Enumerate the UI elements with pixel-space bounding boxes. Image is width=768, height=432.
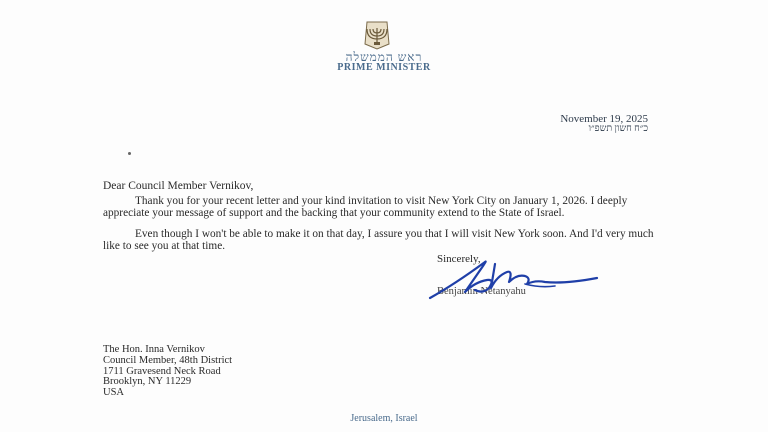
address-line: 1711 Gravesend Neck Road [103, 365, 221, 377]
salutation: Dear Council Member Vernikov, [103, 180, 254, 192]
letter-paragraph: Thank you for your recent letter and your kind invitation to visit New York City on January 1, 2026. I deeply appreciate your message of support and the backing that your community extend to the State of Israel. [103, 195, 628, 219]
footer-location: Jerusalem, Israel [350, 413, 418, 424]
fold-mark [128, 152, 131, 155]
recipient-address [103, 345, 232, 399]
address-line: Council Member, 48th District [103, 354, 233, 366]
address-line: The Hon. Inna Vernikov [103, 344, 205, 355]
address-line: Brooklyn, NY 11229 [103, 376, 192, 388]
signer-name: Benjamin Netanyahu [437, 286, 526, 297]
letterhead-title: PRIME MINISTER [337, 62, 431, 73]
closing: Sincerely, [437, 253, 481, 265]
letterhead-hebrew-title: ראש הממשלה [345, 50, 423, 64]
letter-date-hebrew: כ״ח חשון תשפ״ו [588, 124, 648, 134]
letter-date: November 19, 2025 [560, 113, 648, 125]
letter-paragraph: Even though I won't be able to make it on that day, I assure you that I will visit New York soon. And I'd very much like to see you at that time. [103, 228, 654, 252]
menorah-emblem-icon [357, 20, 397, 50]
handwritten-signature [425, 254, 605, 302]
address-line: USA [103, 387, 125, 399]
